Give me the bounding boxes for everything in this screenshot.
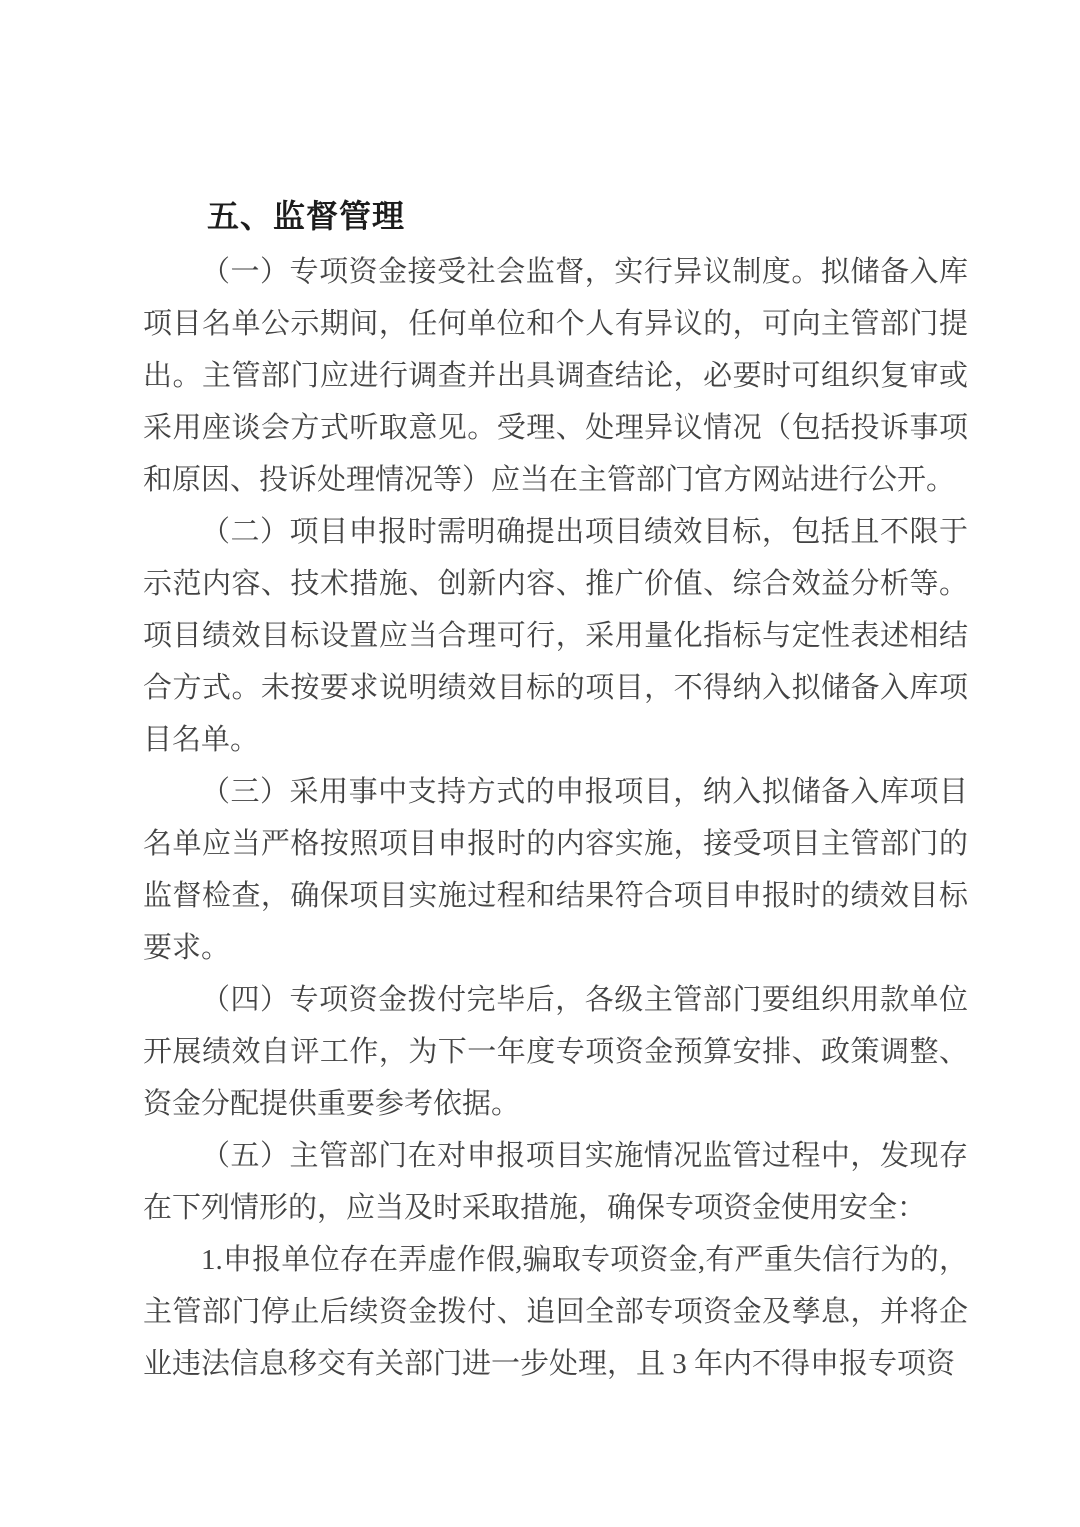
paragraph-clause-3: （三）采用事中支持方式的申报项目，纳入拟储备入库项目名单应当严格按照项目申报时的内容实施，接受项目主管部门的监督检查，确保项目实施过程和结果符合项目申报时的绩效目标要求。 <box>143 776 968 964</box>
paragraph-clause-2: （二）项目申报时需明确提出项目绩效目标，包括且不限于示范内容、技术措施、创新内容、推广价值、综合效益分析等。项目绩效目标设置应当合理可行，采用量化指标与定性表述相结合方式。未按要求说明绩效目标的项目，不得纳入拟储备入库项目名单。 <box>143 516 968 756</box>
paragraph-clause-1: （一）专项资金接受社会监督，实行异议制度。拟储备入库项目名单公示期间，任何单位和个人有异议的，可向主管部门提出。主管部门应进行调查并出具调查结论，必要时可组织复审或采用座谈会方式听取意见。受理、处理异议情况（包括投诉事项和原因、投诉处理情况等）应当在主管部门官方网站进行公开。 <box>143 256 968 496</box>
paragraph-clause-5: （五）主管部门在对申报项目实施情况监管过程中，发现存在下列情形的，应当及时采取措施，确保专项资金使用安全： <box>143 1140 968 1224</box>
paragraph-clause-4: （四）专项资金拨付完毕后，各级主管部门要组织用款单位开展绩效自评工作，为下一年度专项资金预算安排、政策调整、资金分配提供重要参考依据。 <box>143 984 968 1120</box>
section-heading: 五、监督管理 <box>207 198 406 234</box>
paragraph-item-1: 1.申报单位存在弄虚作假,骗取专项资金,有严重失信行为的，主管部门停止后续资金拨付、追回全部专项资金及孳息，并将企业违法信息移交有关部门进一步处理，且 3 年内不得申报专项资 <box>143 1244 968 1380</box>
